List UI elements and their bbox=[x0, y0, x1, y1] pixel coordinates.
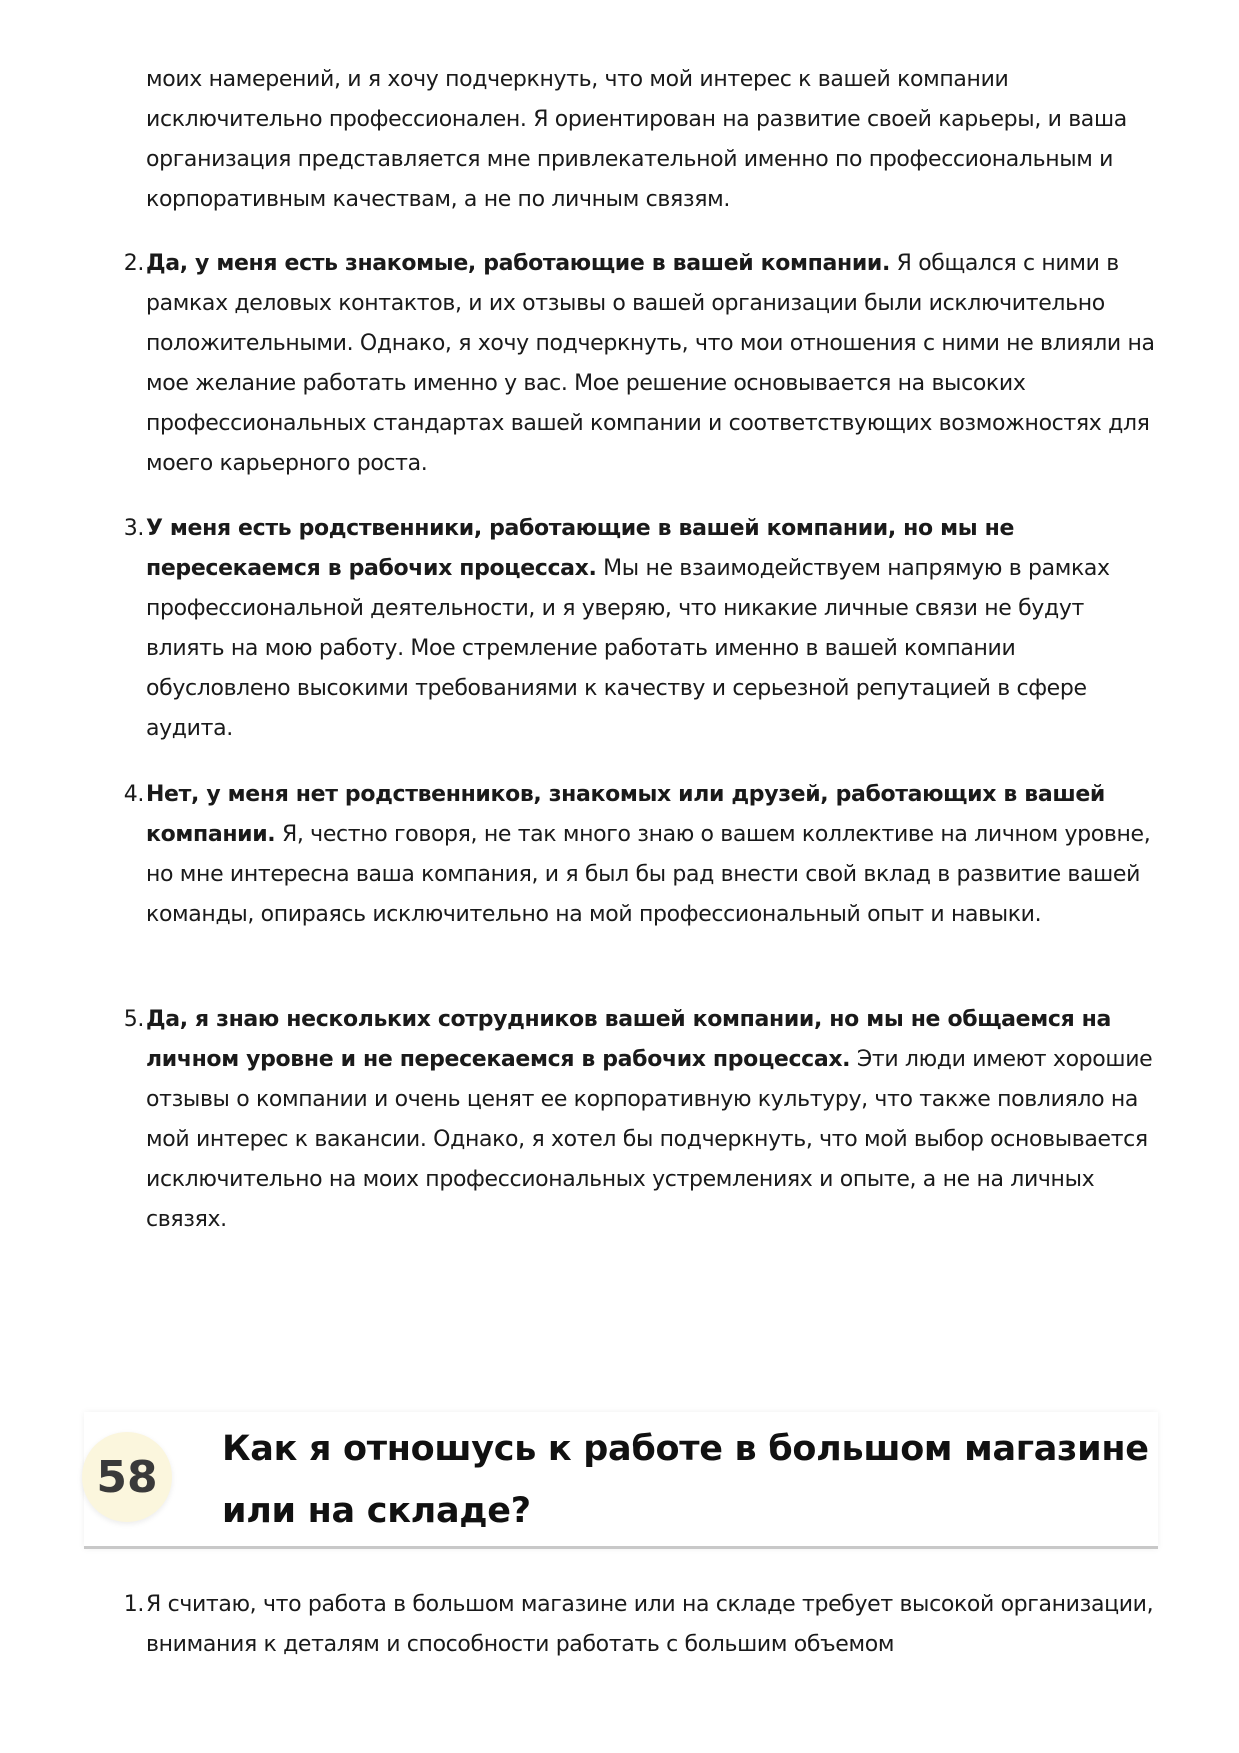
list-number: 1. bbox=[123, 1592, 144, 1617]
answer-text: Эти люди имеют хорошие отзывы о компании и очень ценят ее корпоративную культуру, что также повлияло на мой интерес к вакансии. Однако, я хотел бы подчеркнуть, что мой выбор основывается исключительно на моих профессиональных устремлениях и опыте, а не на личных связях. bbox=[146, 1047, 1153, 1232]
next-answer-item-1 bbox=[123, 1585, 1166, 1665]
answer-text: Я, честно говоря, не так много знаю о вашем коллективе на личном уровне, но мне интересна ваша компания, и я был бы рад внести свой вклад в развитие вашей команды, опираясь исключительно на мой профессиональный опыт и навыки. bbox=[146, 822, 1151, 927]
answer-bold-lead: Да, у меня есть знакомые, работающие в вашей компании. bbox=[146, 251, 890, 276]
answer-bold-lead: Нет, у меня нет родственников, знакомых или друзей, работающих в вашей компании. bbox=[146, 782, 1105, 847]
list-number: 4. bbox=[123, 782, 144, 807]
section-number-badge: 58 bbox=[82, 1432, 172, 1522]
answer-bold-lead: Да, я знаю нескольких сотрудников вашей компании, но мы не общаемся на личном уровне и не пересекаемся в рабочих процессах. bbox=[146, 1007, 1112, 1072]
answer-text: Я считаю, что работа в большом магазине или на складе требует высокой организации, внимания к деталям и способности работать с большим объемом bbox=[146, 1592, 1154, 1657]
answer-item-2 bbox=[123, 244, 1166, 484]
answer-text: Я общался с ними в рамках деловых контактов, и их отзывы о вашей организации были исключительно положительными. Однако, я хочу подчеркнуть, что мои отношения с ними не влияли на мое желание работать именно у вас. Мое решение основывается на высоких профессиональных стандартах вашей компании и соответствующих возможностях для моего карьерного роста. bbox=[146, 251, 1155, 476]
answer-bold-lead: У меня есть родственники, работающие в вашей компании, но мы не пересекаемся в рабочих процессах. bbox=[146, 516, 1015, 581]
list-number: 5. bbox=[123, 1007, 144, 1032]
section-title: Как я отношусь к работе в большом магазине или на складе? bbox=[222, 1429, 1149, 1531]
list-number: 3. bbox=[123, 516, 144, 541]
answer-text: Мы не взаимодействуем напрямую в рамках профессиональной деятельности, и я уверяю, что никакие личные связи не будут влиять на мою работу. Мое стремление работать именно в вашей компании обусловлено высокими требованиями к качеству и серьезной репутацией в сфере аудита. bbox=[146, 556, 1110, 741]
answer-item-4 bbox=[123, 775, 1166, 935]
continuation-paragraph: моих намерений, и я хочу подчеркнуть, что мой интерес к вашей компании исключительно профессионален. Я ориентирован на развитие своей карьеры, и ваша организация представляется мне привлекательной именно по профессиональным и корпоративным качествам, а не по личным связям. bbox=[146, 67, 1127, 212]
answer-item-3 bbox=[123, 509, 1166, 749]
list-number: 2. bbox=[123, 251, 144, 276]
answer-item-5 bbox=[123, 1000, 1166, 1240]
